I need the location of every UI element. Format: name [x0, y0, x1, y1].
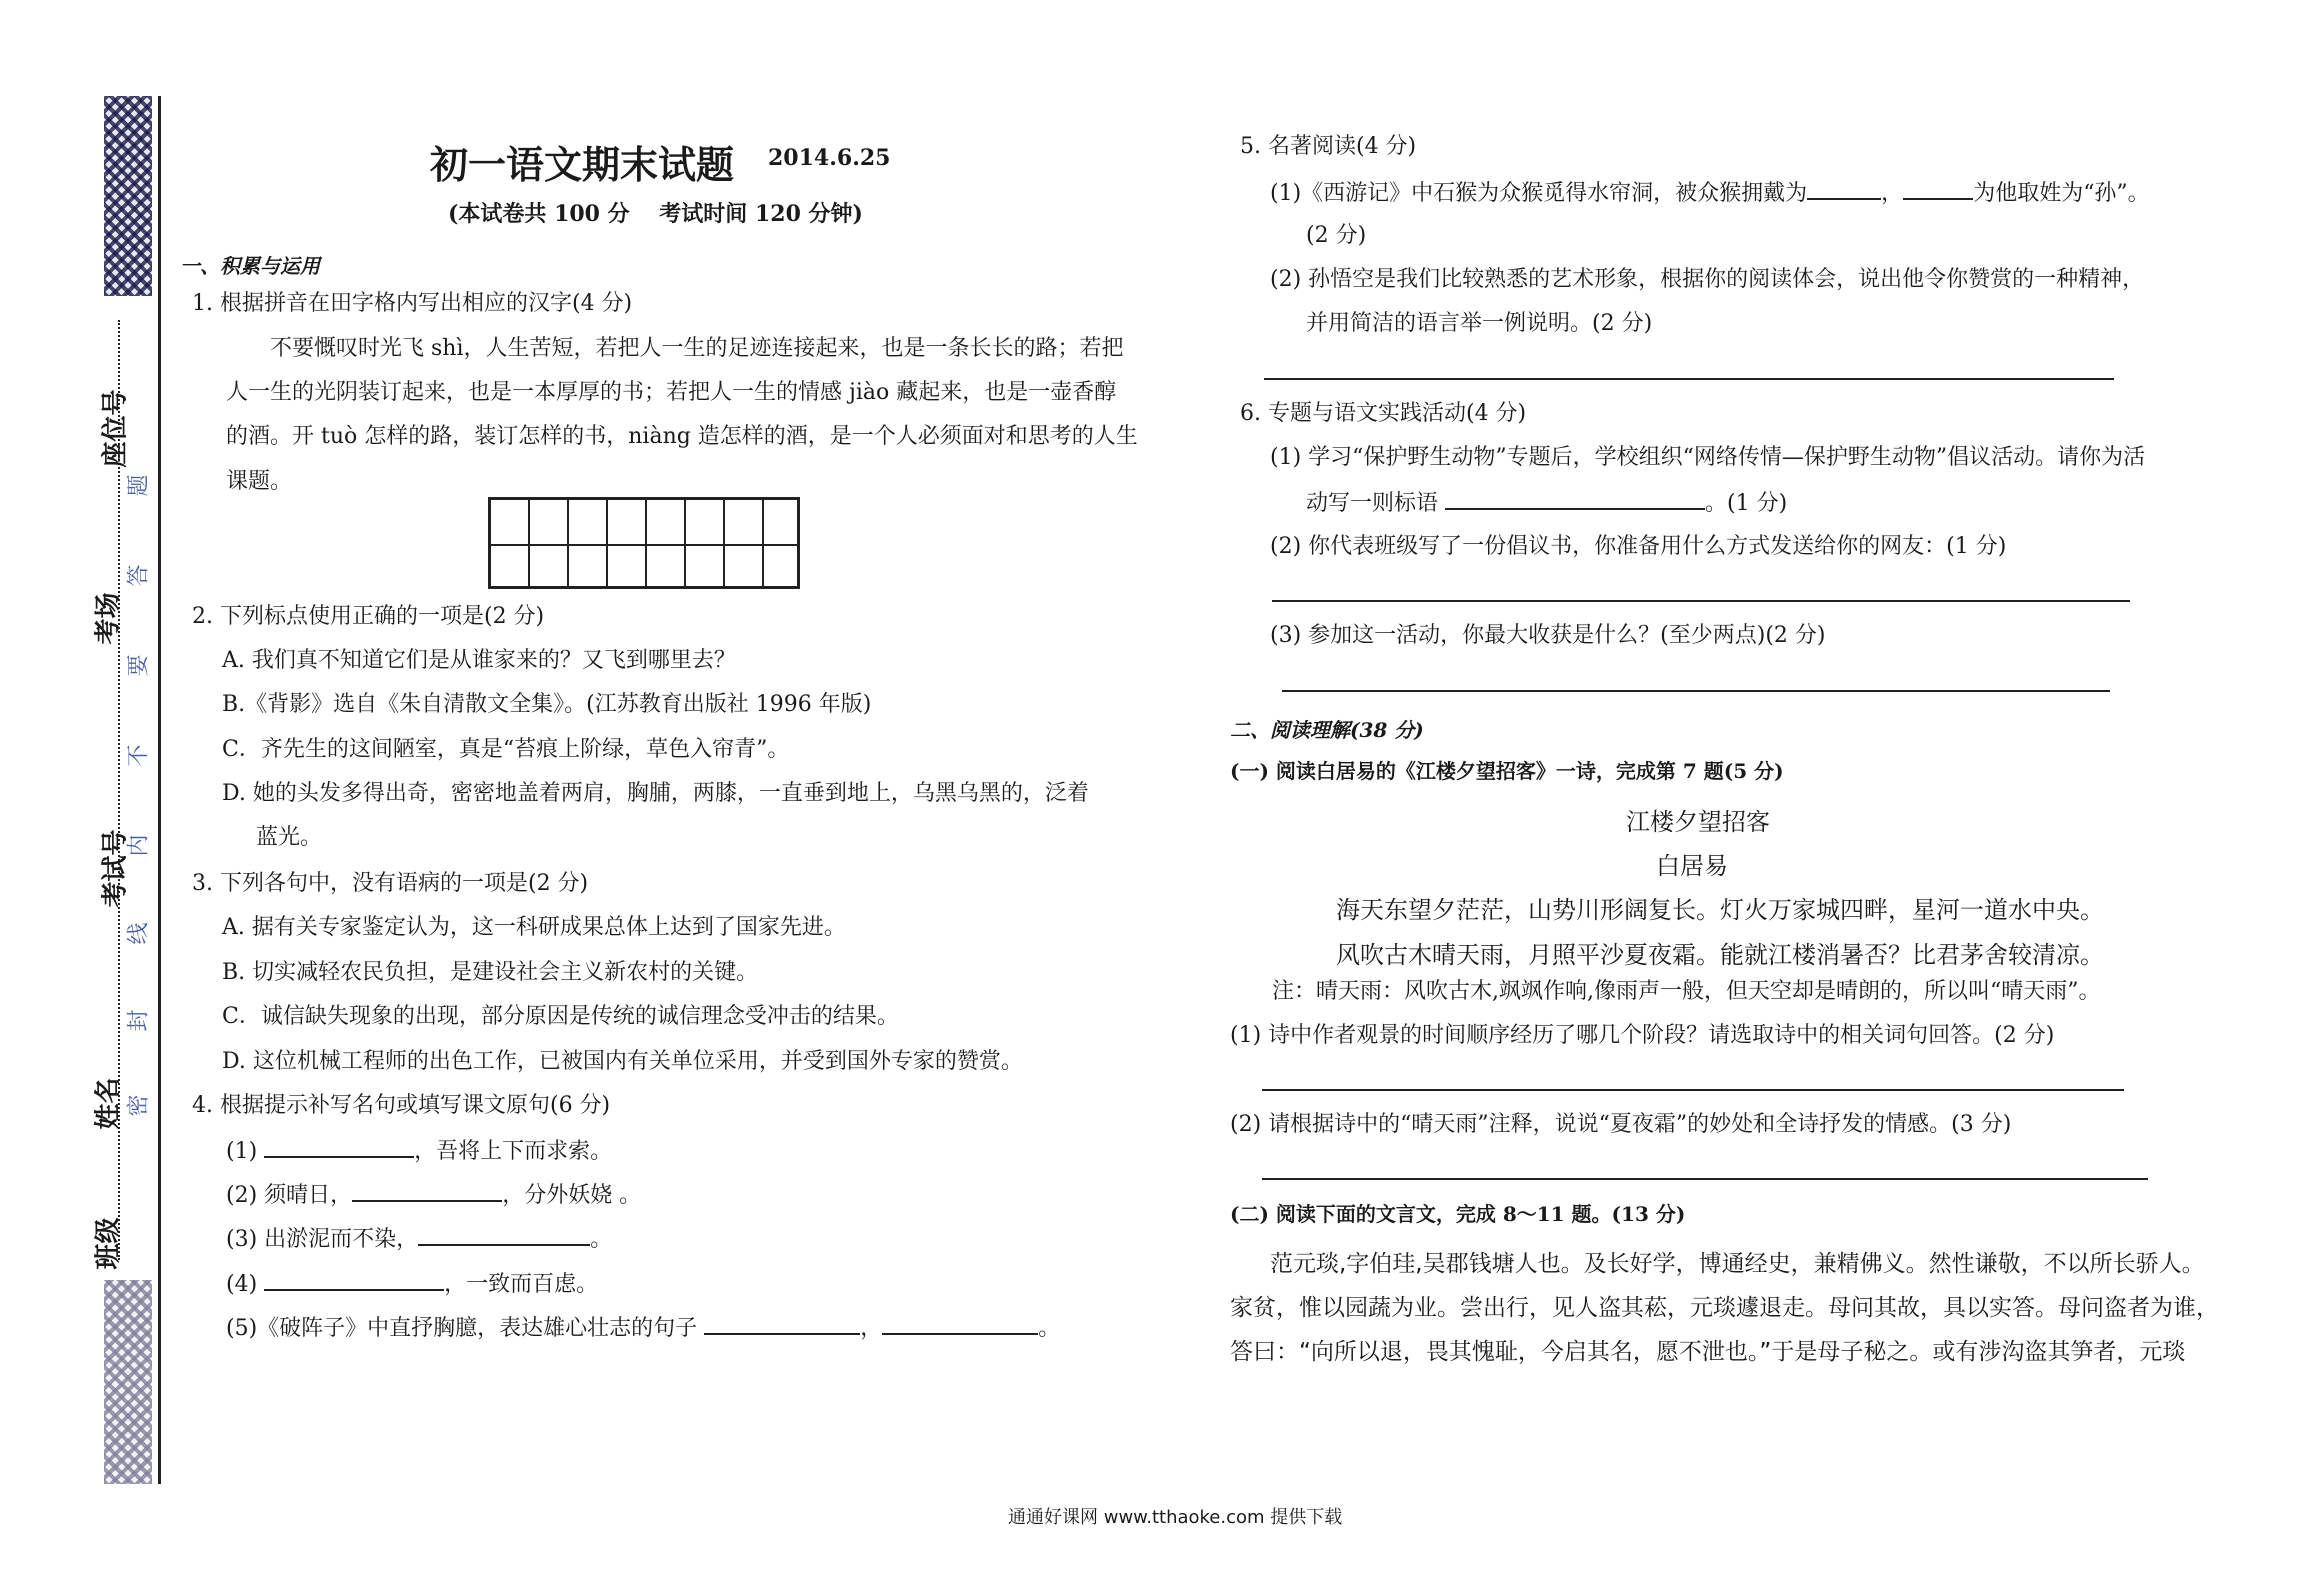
passage-line: 范元琰,字伯珪,吴郡钱塘人也。及长好学，博通经史，兼精佛义。然性谦敬，不以所长骄人。: [1270, 1251, 2205, 1277]
poem-line: 风吹古木晴天雨，月照平沙夏夜霜。能就江楼消暑否？比君茅舍较清凉。: [1336, 941, 2104, 969]
question-stem: 1. 根据拼音在田字格内写出相应的汉字(4 分): [192, 291, 633, 316]
question-text: (3) 参加这一活动，你最大收获是什么？(至少两点)(2 分): [1270, 623, 1826, 648]
page-title: 初一语文期末试题: [430, 143, 735, 187]
exam-date: 2014.6.25: [768, 145, 891, 171]
question-text: ，: [1881, 181, 1904, 206]
option-text: C．齐先生的这间陋室，真是“苔痕上阶绿，草色入帘青”。: [222, 737, 790, 762]
exam-no-label: 考试号: [100, 829, 131, 908]
question-text: 。(1 分): [1705, 491, 1788, 516]
warning-char: 要: [126, 654, 152, 677]
poem-title: 江楼夕望招客: [1626, 808, 1770, 836]
fill-item: [226, 1182, 641, 1208]
item-number: (5): [226, 1316, 258, 1341]
option-text: A. 据有关专家鉴定认为，这一科研成果总体上达到了国家先进。: [222, 915, 846, 940]
item-number: (1): [226, 1139, 258, 1164]
warning-char: 内: [126, 834, 152, 857]
question-text: 为他取姓为“孙”。: [1973, 181, 2150, 206]
option-text: D. 她的头发多得出奇，密密地盖着两肩，胸脯，两膝，一直垂到地上，乌黑乌黑的，泛着: [222, 781, 1089, 806]
item-text: ，吾将上下而求索。: [414, 1139, 613, 1164]
fill-item: [226, 1315, 1060, 1341]
answer-blank[interactable]: [264, 1138, 414, 1158]
fill-item: [226, 1138, 612, 1164]
question-stem: 5. 名著阅读(4 分): [1240, 134, 1417, 159]
decorative-pattern-top: [104, 96, 152, 296]
question-text: 并用简洁的语言举一例说明。(2 分): [1306, 311, 1653, 336]
question-stem: 6. 专题与语文实践活动(4 分): [1240, 401, 1527, 426]
passage-line: 人一生的光阴装订起来，也是一本厚厚的书；若把人一生的情感 jiào 藏起来，也是一壶香醇: [226, 380, 1117, 405]
poem-line: 海天东望夕茫茫，山势川形阔复长。灯火万家城四畔，星河一道水中央。: [1336, 896, 2104, 924]
section-heading: 一、积累与运用: [180, 254, 320, 278]
question-text: (1) 诗中作者观景的时间顺序经历了哪几个阶段？请选取诗中的相关词句回答。(2 分): [1230, 1023, 2055, 1048]
answer-blank[interactable]: [882, 1315, 1038, 1335]
answer-line[interactable]: [1272, 600, 2130, 602]
name-label: 姓名: [93, 1077, 124, 1130]
passage-line: 家贫，惟以园蔬为业。尝出行，见人盗其菘，元琰遽退走。母问其故，具以实答。母问盗者为谁，: [1230, 1295, 2219, 1321]
item-text: ，分外妖娆 。: [502, 1183, 642, 1208]
item-text: 《破阵子》中直抒胸臆，表达雄心壮志的句子: [257, 1316, 698, 1341]
question-stem: 3. 下列各句中，没有语病的一项是(2 分): [192, 871, 589, 896]
question-line: [1306, 490, 1787, 516]
option-text: D. 这位机械工程师的出色工作，已被国内有关单位采用，并受到国外专家的赞赏。: [222, 1049, 1023, 1074]
answer-line[interactable]: [1262, 1178, 2148, 1180]
poem-author: 白居易: [1656, 852, 1728, 880]
poem-note: 注：晴天雨：风吹古木,飒飒作响,像雨声一般，但天空却是晴朗的，所以叫“晴天雨”。: [1272, 979, 2101, 1004]
option-text: 蓝光。: [256, 825, 323, 850]
item-text: 须晴日，: [264, 1183, 353, 1208]
answer-line[interactable]: [1282, 690, 2110, 692]
room-label: 考场: [93, 592, 124, 645]
answer-blank[interactable]: [1445, 490, 1705, 510]
passage-line: 的酒。开 tuò 怎样的路，装订怎样的书，niàng 造怎样的酒，是一个人必须面对和思考的人生: [226, 424, 1138, 449]
subsection-heading: (二) 阅读下面的文言文，完成 8～11 题。(13 分): [1230, 1202, 1686, 1226]
item-number: (2): [226, 1183, 258, 1208]
option-text: B. 切实减轻农民负担，是建设社会主义新农村的关键。: [222, 960, 759, 985]
option-text: C．诚信缺失现象的出现，部分原因是传统的诚信理念受冲击的结果。: [222, 1004, 899, 1029]
answer-blank[interactable]: [264, 1271, 444, 1291]
question-text: (1) 学习“保护野生动物”专题后，学校组织“网络传情—保护野生动物”倡议活动。请你为活: [1270, 445, 2146, 470]
item-number: (4): [226, 1272, 258, 1297]
binding-line: [158, 96, 161, 1484]
option-text: B.《背影》选自《朱自清散文全集》。(江苏教育出版社 1996 年版): [222, 692, 872, 717]
decorative-pattern-bottom: [104, 1280, 152, 1484]
passage-line: 不要慨叹时光飞 shì，人生苦短，若把人一生的足迹连接起来，也是一条长长的路；若把: [270, 336, 1124, 361]
question-text: (2) 孙悟空是我们比较熟悉的艺术形象，根据你的阅读体会，说出他令你赞赏的一种精神，: [1270, 267, 2145, 292]
warning-char: 题: [126, 474, 152, 497]
question-stem: 4. 根据提示补写名句或填写课文原句(6 分): [192, 1093, 611, 1118]
question-text: (1)《西游记》中石猴为众猴觅得水帘洞，被众猴拥戴为: [1270, 181, 1808, 206]
subsection-heading: (一) 阅读白居易的《江楼夕望招客》一诗，完成第 7 题(5 分): [1230, 759, 1784, 783]
passage-line: 课题。: [226, 469, 293, 494]
answer-blank[interactable]: [352, 1182, 502, 1202]
class-label: 班级: [93, 1217, 124, 1270]
fill-item: [226, 1226, 612, 1252]
seat-label: 座位号: [100, 389, 131, 468]
question-text: (2) 你代表班级写了一份倡议书，你准备用什么方式发送给你的网友：(1 分): [1270, 534, 2007, 559]
warning-char: 封: [126, 1009, 152, 1032]
answer-line[interactable]: [1262, 1089, 2124, 1091]
option-text: A. 我们真不知道它们是从谁家来的？又飞到哪里去？: [222, 648, 736, 673]
question-text: 动写一则标语: [1306, 491, 1439, 516]
writing-grid[interactable]: [488, 497, 800, 589]
passage-line: 答曰：“向所以退，畏其愧耻，今启其名，愿不泄也。”于是母子秘之。或有涉沟盗其笋者，元琰: [1230, 1339, 2186, 1365]
item-text: 。: [1038, 1316, 1061, 1341]
fill-item: [226, 1271, 598, 1297]
item-text: ，一致而百虑。: [444, 1272, 599, 1297]
item-text: 。: [590, 1227, 613, 1252]
item-text: 出淤泥而不染，: [264, 1227, 419, 1252]
answer-line[interactable]: [1264, 378, 2114, 380]
answer-blank[interactable]: [418, 1226, 590, 1246]
question-line: [1270, 180, 2150, 206]
section-heading: 二、阅读理解(38 分): [1230, 718, 1424, 742]
question-text: (2) 请根据诗中的“晴天雨”注释，说说“夏夜霜”的妙处和全诗抒发的情感。(3 分): [1230, 1112, 2012, 1137]
answer-blank[interactable]: [704, 1315, 860, 1335]
item-number: (3): [226, 1227, 258, 1252]
question-text: (2 分): [1306, 223, 1367, 248]
warning-char: 密: [126, 1094, 152, 1117]
warning-char: 不: [126, 744, 152, 767]
answer-blank[interactable]: [1807, 180, 1881, 200]
warning-char: 线: [126, 922, 152, 945]
question-stem: 2. 下列标点使用正确的一项是(2 分): [192, 604, 545, 629]
warning-char: 答: [126, 564, 152, 587]
exam-subtitle: (本试卷共 100 分 考试时间 120 分钟): [448, 201, 863, 227]
item-text: ，: [860, 1316, 883, 1341]
answer-blank[interactable]: [1903, 180, 1973, 200]
page-footer: 通通好课网 www.tthaoke.com 提供下载: [1008, 1507, 1343, 1528]
